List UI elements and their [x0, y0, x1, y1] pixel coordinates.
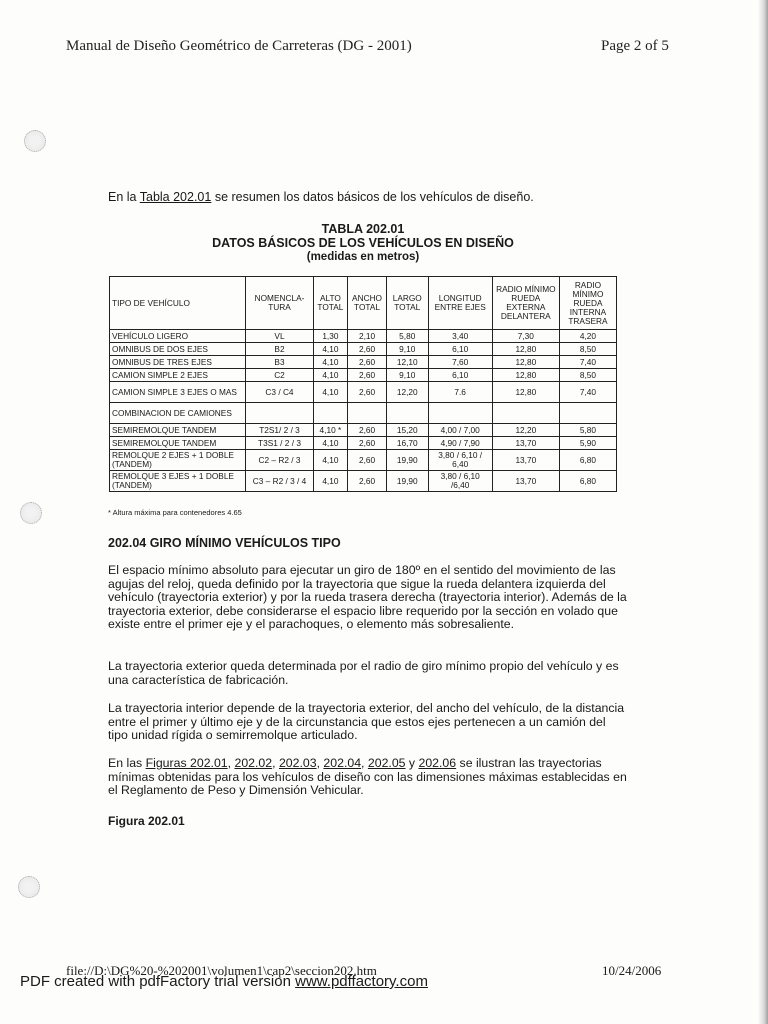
link-separator: ,: [227, 756, 235, 770]
paragraph-1: El espacio mínimo absoluto para ejecutar un giro de 180º en el sentido del movimiento de las agujas del reloj, queda definido por la trayectoria que sigue la rueda delantera izquierda del vehículo (trayectoria exterior) y por la rueda trasera derecha (trayectoria interior). Además de la trayectoria exterior, debe considerarse el espacio libre requerido por la sección en volado que existe entre el primer eje y el parachoques, o elemento más sobresaliente.: [108, 563, 627, 632]
table-cell: 4,10: [313, 382, 348, 403]
table-cell: 7,60: [428, 356, 492, 369]
scan-edge-shadow: [758, 0, 768, 1024]
link-separator: y: [405, 756, 419, 770]
table-cell: T2S1/ 2 / 3: [246, 424, 313, 437]
table-title-line2: DATOS BÁSICOS DE LOS VEHÍCULOS EN DISEÑO: [212, 236, 514, 250]
vehicle-type-cell: SEMIREMOLQUE TANDEM: [110, 437, 246, 450]
table-cell: 4,10: [313, 437, 348, 450]
vehicle-type-cell: CAMION SIMPLE 2 EJES: [110, 369, 246, 382]
table-body: [110, 330, 617, 492]
figure-link[interactable]: Figuras 202.01: [145, 756, 228, 770]
file-path: file://D:\DG%20-%202001\volumen1\cap2\seccion202.htm: [66, 963, 377, 978]
page-indicator: Page 2 of 5: [601, 38, 669, 54]
table-cell: 4,90 / 7,90: [428, 437, 492, 450]
paragraph-2: La trayectoria exterior queda determinada por el radio de giro mínimo propio del vehículo y es una característica de fabricación.: [108, 659, 619, 687]
table-header-cell: NOMENCLA-TURA: [246, 277, 313, 330]
table-row: [110, 343, 617, 356]
paragraph-4: [108, 757, 628, 798]
table-cell: 16,70: [386, 437, 428, 450]
document-title: Manual de Diseño Geométrico de Carreteras (DG - 2001): [66, 38, 412, 54]
table-cell: 2,60: [348, 424, 387, 437]
table-cell: 12,80: [492, 343, 559, 356]
table-header-cell: LONGITUD ENTRE EJES: [428, 277, 492, 330]
table-cell: T3S1 / 2 / 3: [246, 437, 313, 450]
table-cell: [559, 403, 616, 424]
table-cell: 12,80: [492, 369, 559, 382]
table-cell: 2,60: [348, 450, 387, 471]
table-header-row: [110, 277, 617, 330]
vehicle-type-cell: REMOLQUE 2 EJES + 1 DOBLE (TANDEM): [110, 450, 246, 471]
table-cell: 2,60: [348, 437, 387, 450]
table-cell: 2,60: [348, 471, 387, 492]
table-cell: B3: [246, 356, 313, 369]
table-cell: 13,70: [492, 437, 559, 450]
table-cell: 5,80: [386, 330, 428, 343]
intro-post: se resumen los datos básicos de los vehículos de diseño.: [211, 190, 534, 204]
table-cell: VL: [246, 330, 313, 343]
punch-hole: [24, 130, 46, 152]
table-cell: 4,10 *: [313, 424, 348, 437]
punch-hole: [20, 502, 42, 524]
table-cell: [348, 403, 387, 424]
figure-link[interactable]: 202.03: [278, 756, 317, 770]
table-cell: 15,20: [386, 424, 428, 437]
table-cell: 4,10: [313, 369, 348, 382]
table-cell: 4,10: [313, 343, 348, 356]
table-title: [108, 222, 618, 264]
table-row: [110, 424, 617, 437]
table-cell: 4,00 / 7,00: [428, 424, 492, 437]
table-cell: C3 – R2 / 3 / 4: [246, 471, 313, 492]
vehicle-type-cell: OMNIBUS DE TRES EJES: [110, 356, 246, 369]
table-row: [110, 437, 617, 450]
table-row: [110, 403, 617, 424]
table-cell: 4,10: [313, 471, 348, 492]
pdffactory-link[interactable]: www.pdffactory.com: [295, 973, 428, 990]
table-cell: [428, 403, 492, 424]
figure-link[interactable]: 202.04: [323, 756, 362, 770]
p4-pre: En las: [108, 756, 146, 770]
table-footnote: * Altura máxima para contenedores 4.65: [108, 508, 242, 517]
table-cell: 4,10: [313, 450, 348, 471]
table-row: [110, 369, 617, 382]
vehicle-type-cell: REMOLQUE 3 EJES + 1 DOBLE (TANDEM): [110, 471, 246, 492]
figure-link[interactable]: 202.06: [418, 756, 457, 770]
table-cell: 13,70: [492, 450, 559, 471]
table-cell: 4,10: [313, 356, 348, 369]
figure-link[interactable]: 202.05: [367, 756, 406, 770]
table-row: [110, 356, 617, 369]
table-header-cell: ALTO TOTAL: [313, 277, 348, 330]
table-row: [110, 450, 617, 471]
print-date: 10/24/2006: [602, 963, 662, 978]
link-separator: ,: [316, 756, 324, 770]
table-cell: 6,80: [559, 450, 616, 471]
table-header-cell: RADIO MÍNIMO RUEDA EXTERNA DELANTERA: [492, 277, 559, 330]
table-cell: 6,10: [428, 369, 492, 382]
table-header-cell: ANCHO TOTAL: [348, 277, 387, 330]
table-cell: 2,60: [348, 343, 387, 356]
pdf-watermark-text: PDF created with pdfFactory trial version: [20, 973, 296, 990]
table-row: [110, 330, 617, 343]
link-separator: ,: [361, 756, 368, 770]
table-cell: 13,70: [492, 471, 559, 492]
table-cell: 2,60: [348, 382, 387, 403]
table-cell: [386, 403, 428, 424]
figure-link[interactable]: 202.02: [234, 756, 273, 770]
vehicle-type-cell: OMNIBUS DE DOS EJES: [110, 343, 246, 356]
table-cell: 12,10: [386, 356, 428, 369]
table-cell: 3,80 / 6,10 /6,40: [428, 471, 492, 492]
table-cell: 3,40: [428, 330, 492, 343]
tabla-link[interactable]: Tabla 202.01: [139, 190, 212, 204]
table-cell: 2,60: [348, 369, 387, 382]
table-cell: [492, 403, 559, 424]
table-cell: C2 – R2 / 3: [246, 450, 313, 471]
table-cell: 4,20: [559, 330, 616, 343]
vehicle-data-table: [109, 276, 617, 492]
vehicle-type-cell: SEMIREMOLQUE TANDEM: [110, 424, 246, 437]
table-row: [110, 382, 617, 403]
intro-text: [108, 190, 534, 204]
table-cell: 12,80: [492, 356, 559, 369]
table-cell: 12,20: [492, 424, 559, 437]
table-cell: B2: [246, 343, 313, 356]
table-title-line1: TABLA 202.01: [321, 222, 405, 236]
table-cell: 7.6: [428, 382, 492, 403]
table-cell: 5,90: [559, 437, 616, 450]
table-cell: 9,10: [386, 369, 428, 382]
table-cell: [313, 403, 348, 424]
table-header-cell: RADIO MÍNIMO RUEDA INTERNA TRASERA: [559, 277, 616, 330]
table-cell: 8,50: [559, 343, 616, 356]
table-cell: C3 / C4: [246, 382, 313, 403]
table-cell: 7,40: [559, 356, 616, 369]
vehicle-type-cell: VEHÍCULO LIGERO: [110, 330, 246, 343]
table-header-cell: TIPO DE VEHÍCULO: [110, 277, 246, 330]
table-cell: 8,50: [559, 369, 616, 382]
table-cell: 7,40: [559, 382, 616, 403]
figure-label: Figura 202.01: [108, 814, 185, 828]
table-cell: 2,60: [348, 356, 387, 369]
table-cell: 2,10: [348, 330, 387, 343]
table-cell: 3,80 / 6,10 / 6,40: [428, 450, 492, 471]
table-cell: [246, 403, 313, 424]
paragraph-3: La trayectoria interior depende de la trayectoria exterior, del ancho del vehículo, de la distancia entre el primer y último eje y de la circunstancia que estos ejes pertenecen a un camión del tipo unidad rígida o semirremolque articulado.: [108, 701, 625, 743]
table-row: [110, 471, 617, 492]
vehicle-type-cell: COMBINACION DE CAMIONES: [110, 403, 246, 424]
table-cell: 12,20: [386, 382, 428, 403]
p4-post: se ilustran las trayectorias mínimas obtenidas para los vehículos de diseño con las dimensiones máximas establecidas en el Reglamento de Peso y Dimensión Vehicular.: [108, 756, 627, 798]
table-cell: 12,80: [492, 382, 559, 403]
table-cell: 19,90: [386, 450, 428, 471]
link-separator: ,: [272, 756, 279, 770]
table-title-line3: (medidas en metros): [306, 251, 420, 263]
vehicle-type-cell: CAMION SIMPLE 3 EJES O MAS: [110, 382, 246, 403]
table-cell: 7,30: [492, 330, 559, 343]
table-cell: C2: [246, 369, 313, 382]
punch-hole: [18, 876, 40, 898]
table-cell: 6,80: [559, 471, 616, 492]
table-cell: 6,10: [428, 343, 492, 356]
table-cell: 5,80: [559, 424, 616, 437]
section-heading: 202.04 GIRO MÍNIMO VEHÍCULOS TIPO: [108, 536, 341, 550]
intro-pre: En la: [108, 190, 140, 204]
table-header-cell: LARGO TOTAL: [386, 277, 428, 330]
table-cell: 19,90: [386, 471, 428, 492]
table-cell: 1,30: [313, 330, 348, 343]
pdf-watermark: [20, 973, 428, 990]
table-cell: 9,10: [386, 343, 428, 356]
